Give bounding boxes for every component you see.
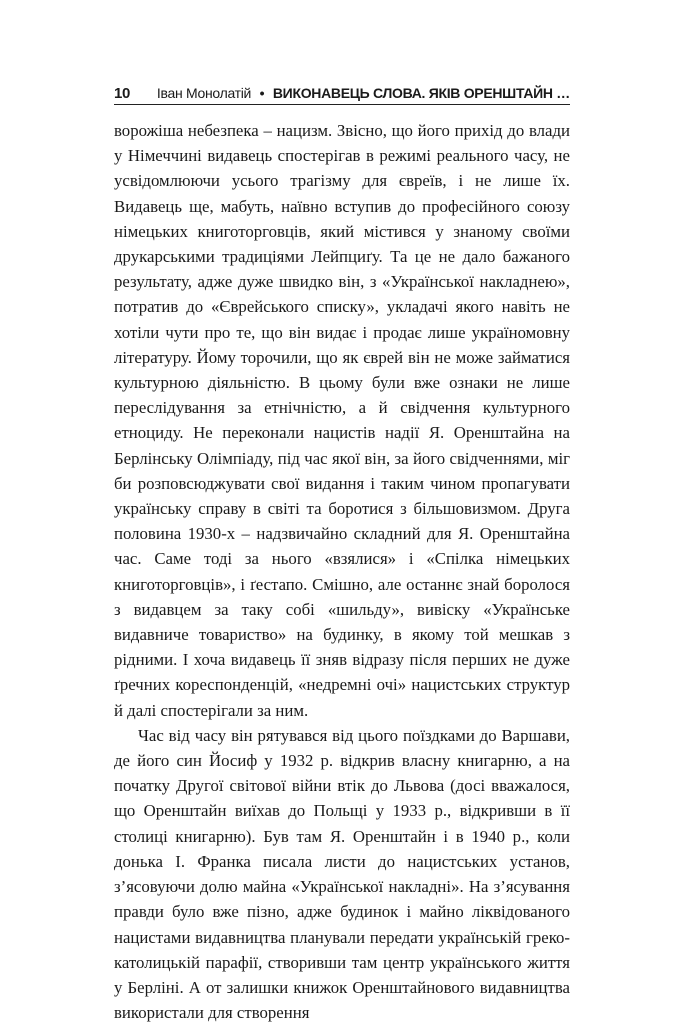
author-name: Іван Монолатій xyxy=(156,85,252,101)
paragraph: Час від часу він рятувався від цього поїздками до Варшави, де його син Йосиф у 1932 р. відкрив власну книгарню, а на початку Другої світової війни втік до Львова (досі вважалося, що Оренштайн виїхав до Польщі у 1933 р., відкривши в її столиці книгарню). Був там Я. Оренштайн і в 1940 р., коли донька І. Франка писала листи до нацистських установ, з’ясовуючи долю майна «Української накладні». На з’ясування правди було вже пізно, адже будинок і майно ліквідованого нацистами видавництва планували передати українській греко-католицькій парафії, створивши там центр українського життя у Берліні. А от залишки книжок Оренштайнового видавництва використали для створення xyxy=(114,725,570,1023)
book-page xyxy=(114,80,570,1023)
running-title xyxy=(157,85,570,101)
page-number: 10 xyxy=(114,85,131,102)
book-title: ВИКОНАВЕЦЬ СЛОВА. ЯКІВ ОРЕНШТАЙН … xyxy=(272,85,570,101)
body-text xyxy=(114,118,570,1025)
paragraph-continued: ворожіша небезпека – нацизм. Звісно, що його прихід до влади у Німеччині видавець спостерігав в режимі реального часу, не усвідомлюючи усього трагізму для євреїв, і не лише їх. Видавець ще, мабуть, наївно вступив до професійного союзу німецьких книготорговців, який містився у знаному своїми друкарськими традиціями Лейпциґу. Та це не дало бажаного результату, адже дуже швидко він, з «Української накладнею», потратив до «Єврейського списку», укладачі якого навіть не хотіли чути про те, що він видає і продає лише україномовну літературу. Йому торочили, що як єврей він не може займатися культурною діяльністю. В цьому були вже ознаки не лише переслідування за етнічністю, а й свідчення культурного етноциду. Не переконали нацистів надії Я. Оренштайна на Берлінську Олімпіаду, під час якої він, за його свідченнями, міг би розповсюджувати свої видання і таким чином пропагувати українську справу в світі та боротися з більшовизмом. Друга половина 1930-х – надзвичайно складний для Я. Оренштайна час. Саме тоді за нього «взялися» і «Спілка німецьких книготорговців», і ґестапо. Смішно, але останнє знай боролося з видавцем за таку собі «шильду», вивіску «Українське видавниче товариство» на будинку, в якому той мешкав з рідними. І хоча видавець її зняв відразу після перших не дуже ґречних кореспонденцій, «недремні очі» нацистських структур й далі спостерігали за ним. xyxy=(114,121,570,720)
header-separator: • xyxy=(259,85,265,101)
running-header xyxy=(114,80,570,105)
